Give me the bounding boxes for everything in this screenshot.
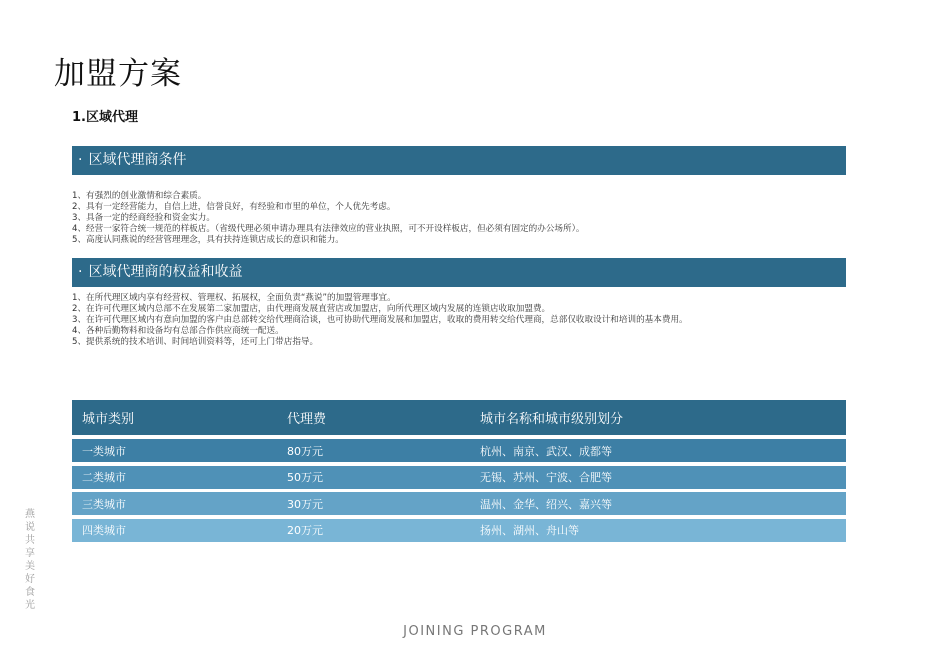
cell-category: 四类城市	[82, 524, 126, 537]
header-category: 城市类别	[82, 412, 135, 427]
list-item: 4、经营一家符合统一规范的样板店。（省级代理必须申请办理具有法律效应的营业执照，可不开设样板店，但必须有固定的办公场所）。	[72, 224, 585, 234]
page-title: 加盟方案	[54, 56, 182, 92]
cell-fee: 50万元	[287, 471, 323, 484]
list-item: 1、有强烈的创业激情和综合素质。	[72, 191, 207, 201]
cell-category: 三类城市	[82, 497, 126, 511]
table-row	[72, 466, 846, 489]
table-row	[72, 439, 846, 462]
bullet-icon: ·	[78, 152, 83, 168]
cell-cities: 杭州、南京、武汉、成都等	[480, 444, 612, 458]
list-item: 3、具备一定的经商经验和资金实力。	[72, 213, 215, 223]
table-header	[72, 400, 846, 435]
list-item: 4、各种后勤物料和设备均有总部合作供应商统一配送。	[72, 326, 284, 336]
rights-heading: 区域代理商的权益和收益	[88, 264, 243, 280]
list-item: 2、具有一定经营能力，自信上进，信誉良好，有经验和市里的单位，个人优先考虑。	[72, 202, 396, 212]
rights-header-bar	[72, 258, 846, 287]
list-item: 5、高度认同燕说的经营管理理念，具有扶持连锁店成长的意识和能力。	[72, 235, 344, 245]
bullet-icon: ·	[78, 264, 83, 280]
header-cities: 城市名称和城市级别划分	[480, 412, 624, 427]
table-row	[72, 492, 846, 515]
cell-fee: 30万元	[287, 497, 323, 511]
cell-cities: 无锡、苏州、宁波、合肥等	[480, 471, 612, 484]
cell-cities: 温州、金华、绍兴、嘉兴等	[480, 497, 612, 511]
list-item: 3、在许可代理区域内有意向加盟的客户由总部转交给代理商洽谈，也可协助代理商发展和加盟店，收取的费用转交给代理商，总部仅收取设计和培训的基本费用。	[72, 315, 688, 325]
cell-category: 一类城市	[82, 444, 126, 458]
list-item: 1、在所代理区域内享有经营权、管理权、拓展权，全面负责“燕说”的加盟管理事宜。	[72, 293, 396, 303]
cell-fee: 20万元	[287, 524, 323, 537]
conditions-heading: 区域代理商条件	[88, 152, 187, 168]
conditions-list	[72, 191, 872, 246]
table-row	[72, 519, 846, 542]
cell-cities: 扬州、湖州、舟山等	[480, 524, 579, 537]
cell-fee: 80万元	[287, 444, 323, 458]
section-title: 1.区域代理	[72, 110, 138, 125]
cell-category: 二类城市	[82, 471, 126, 484]
footer-caption: JOINING PROGRAM	[403, 624, 547, 639]
city-fee-table	[72, 400, 846, 545]
list-item: 2、在许可代理区域内总部不在发展第二家加盟店，由代理商发展直营店或加盟店，向所代理区域内发展的连锁店收取加盟费。	[72, 304, 551, 314]
conditions-header-bar	[72, 146, 846, 175]
header-fee: 代理费	[287, 412, 327, 427]
list-item: 5、提供系统的技术培训、时间培训资料等，还可上门带店指导。	[72, 337, 319, 347]
side-vertical-text: 燕说共享美好食光	[25, 509, 35, 611]
rights-list	[72, 293, 872, 348]
